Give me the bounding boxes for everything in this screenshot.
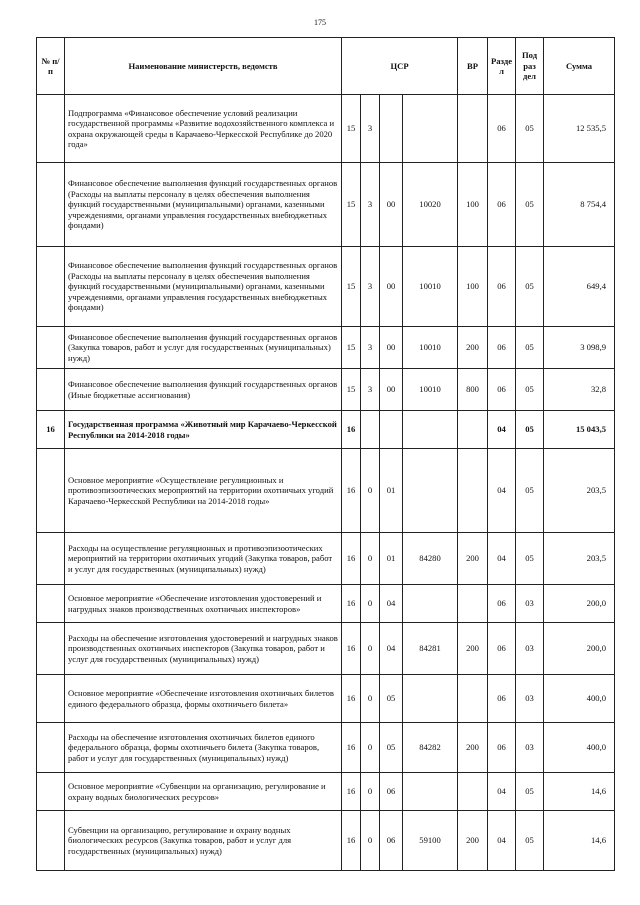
- table-row: [37, 163, 615, 247]
- row-csr-2: 3: [361, 369, 380, 411]
- row-csr-4: [403, 675, 458, 723]
- row-podrazdel: 05: [516, 449, 544, 533]
- table-row: [37, 675, 615, 723]
- row-razdel: 06: [488, 369, 516, 411]
- row-razdel: 04: [488, 449, 516, 533]
- row-podrazdel: 03: [516, 675, 544, 723]
- row-razdel: 06: [488, 675, 516, 723]
- row-csr-4: 84281: [403, 623, 458, 675]
- row-csr-1: 15: [342, 369, 361, 411]
- row-vr: 200: [458, 327, 488, 369]
- row-vr: 200: [458, 623, 488, 675]
- row-num: [37, 585, 65, 623]
- row-csr-3: 04: [380, 585, 403, 623]
- row-name: Основное мероприятие «Субвенции на организацию, регулирование и охрану водных биологических ресурсов»: [65, 773, 342, 811]
- row-razdel: 06: [488, 163, 516, 247]
- row-summa: 12 535,5: [544, 95, 615, 163]
- row-podrazdel: 03: [516, 623, 544, 675]
- row-vr: [458, 585, 488, 623]
- row-num: 16: [37, 411, 65, 449]
- row-vr: [458, 449, 488, 533]
- row-name: Финансовое обеспечение выполнения функций государственных органов (Закупка товаров, работ и услуг для государственных (муниципальных) нужд): [65, 327, 342, 369]
- row-csr-2: 3: [361, 327, 380, 369]
- row-summa: 200,0: [544, 623, 615, 675]
- row-csr-4: 10020: [403, 163, 458, 247]
- table-row: [37, 411, 615, 449]
- row-vr: [458, 95, 488, 163]
- row-csr-3: [380, 95, 403, 163]
- row-razdel: 04: [488, 773, 516, 811]
- row-csr-1: 16: [342, 449, 361, 533]
- row-name: Расходы на обеспечение изготовления охотничьих билетов единого федерального образца, формы охотничьего билета (Закупка товаров, работ и услуг для государственных (муниципальных) нужд): [65, 723, 342, 773]
- row-name: Основное мероприятие «Обеспечение изготовления охотничьих билетов единого федерального образца, формы охотничьего билета»: [65, 675, 342, 723]
- row-csr-3: 00: [380, 327, 403, 369]
- row-csr-3: 00: [380, 247, 403, 327]
- table-row: [37, 585, 615, 623]
- row-csr-1: 16: [342, 723, 361, 773]
- row-num: [37, 723, 65, 773]
- row-csr-4: 10010: [403, 247, 458, 327]
- row-summa: 200,0: [544, 585, 615, 623]
- table-row: [37, 449, 615, 533]
- row-csr-4: [403, 95, 458, 163]
- row-podrazdel: 05: [516, 327, 544, 369]
- row-csr-3: 05: [380, 723, 403, 773]
- row-podrazdel: 05: [516, 811, 544, 871]
- row-csr-2: 3: [361, 247, 380, 327]
- row-vr: 800: [458, 369, 488, 411]
- row-num: [37, 163, 65, 247]
- row-name: Основное мероприятие «Осуществление регулиционных и противоэпизоотических мероприятий на территории охотничьих угодий Карачаево-Черкесской Республики на 2014-2018 годы»: [65, 449, 342, 533]
- row-csr-2: 0: [361, 773, 380, 811]
- row-csr-2: 3: [361, 95, 380, 163]
- row-razdel: 06: [488, 95, 516, 163]
- page-number: 175: [314, 18, 326, 27]
- row-vr: 200: [458, 723, 488, 773]
- row-csr-3: 01: [380, 533, 403, 585]
- row-name: Расходы на осуществление регуляционных и противоэпизоотических мероприятий на территории охотничьих угодий (Закупка товаров, работ и услуг для государственных (муниципальных) нужд): [65, 533, 342, 585]
- table-row: [37, 773, 615, 811]
- row-csr-4: [403, 449, 458, 533]
- row-vr: 100: [458, 247, 488, 327]
- row-csr-1: 16: [342, 811, 361, 871]
- row-csr-2: 0: [361, 723, 380, 773]
- row-summa: 32,8: [544, 369, 615, 411]
- row-summa: 400,0: [544, 723, 615, 773]
- row-summa: 203,5: [544, 449, 615, 533]
- row-csr-1: 15: [342, 95, 361, 163]
- row-podrazdel: 05: [516, 95, 544, 163]
- row-vr: 200: [458, 533, 488, 585]
- row-vr: 200: [458, 811, 488, 871]
- row-csr-3: 06: [380, 773, 403, 811]
- row-num: [37, 773, 65, 811]
- row-csr-1: 16: [342, 623, 361, 675]
- table-row: [37, 369, 615, 411]
- row-razdel: 06: [488, 585, 516, 623]
- row-num: [37, 247, 65, 327]
- row-name: Подпрограмма «Финансовое обеспечение условий реализации государственной программы «Развитие водохозяйственного комплекса и охрана окружающей среды в Карачаево-Черкесской Республике до 2020 года»: [65, 95, 342, 163]
- header-num: № п/п: [37, 38, 65, 95]
- row-csr-3: 01: [380, 449, 403, 533]
- row-name: Финансовое обеспечение выполнения функций государственных органов (Иные бюджетные ассигнования): [65, 369, 342, 411]
- row-razdel: 06: [488, 623, 516, 675]
- row-csr-1: 16: [342, 773, 361, 811]
- row-num: [37, 369, 65, 411]
- row-csr-2: 0: [361, 811, 380, 871]
- table-row: [37, 247, 615, 327]
- row-csr-4: 84280: [403, 533, 458, 585]
- row-csr-4: 84282: [403, 723, 458, 773]
- budget-table: [36, 37, 615, 871]
- row-razdel: 06: [488, 247, 516, 327]
- row-vr: [458, 411, 488, 449]
- row-num: [37, 623, 65, 675]
- row-num: [37, 449, 65, 533]
- row-podrazdel: 03: [516, 585, 544, 623]
- row-csr-3: 00: [380, 369, 403, 411]
- row-csr-2: 0: [361, 585, 380, 623]
- row-csr-1: 16: [342, 533, 361, 585]
- row-name: Финансовое обеспечение выполнения функций государственных органов (Расходы на выплаты персоналу в целях обеспечения выполнения функций государственными (муниципальными) органами, казенными учреждениями, органами управления государственных внебюджетных фондами): [65, 247, 342, 327]
- row-summa: 203,5: [544, 533, 615, 585]
- row-name: Государственная программа «Животный мир Карачаево-Черкесской Республики на 2014-2018 годы»: [65, 411, 342, 449]
- row-name: Основное мероприятие «Обеспечение изготовления удостоверений и нагрудных знаков производственных охотничьих инспекторов»: [65, 585, 342, 623]
- row-podrazdel: 05: [516, 163, 544, 247]
- row-name: Финансовое обеспечение выполнения функций государственных органов (Расходы на выплаты персоналу в целях обеспечения выполнения функций государственными (муниципальными) органами, казенными учреждениями, органами управления государственных внебюджетных фондами): [65, 163, 342, 247]
- header-podrazdel: Под раз дел: [516, 38, 544, 95]
- table-row: [37, 623, 615, 675]
- row-csr-4: 59100: [403, 811, 458, 871]
- row-summa: 8 754,4: [544, 163, 615, 247]
- header-vr: ВР: [458, 38, 488, 95]
- row-summa: 15 043,5: [544, 411, 615, 449]
- row-podrazdel: 05: [516, 247, 544, 327]
- row-csr-1: 16: [342, 411, 361, 449]
- row-name: Субвенции на организацию, регулирование и охрану водных биологических ресурсов (Закупка товаров, работ и услуг для государственных (муниципальных) нужд): [65, 811, 342, 871]
- row-podrazdel: 03: [516, 723, 544, 773]
- header-name: Наименование министерств, ведомств: [65, 38, 342, 95]
- row-razdel: 04: [488, 533, 516, 585]
- table-row: [37, 95, 615, 163]
- row-razdel: 04: [488, 811, 516, 871]
- row-summa: 14,6: [544, 773, 615, 811]
- row-vr: 100: [458, 163, 488, 247]
- table-body: [37, 95, 615, 871]
- row-podrazdel: 05: [516, 773, 544, 811]
- row-csr-3: 06: [380, 811, 403, 871]
- row-csr-2: 0: [361, 623, 380, 675]
- row-csr-3: 05: [380, 675, 403, 723]
- header-summa: Сумма: [544, 38, 615, 95]
- row-csr-3: [380, 411, 403, 449]
- row-podrazdel: 05: [516, 533, 544, 585]
- header-razdel: Разде л: [488, 38, 516, 95]
- row-csr-4: [403, 585, 458, 623]
- row-vr: [458, 675, 488, 723]
- row-razdel: 06: [488, 327, 516, 369]
- row-razdel: 06: [488, 723, 516, 773]
- row-summa: 3 098,9: [544, 327, 615, 369]
- row-csr-1: 15: [342, 247, 361, 327]
- row-podrazdel: 05: [516, 369, 544, 411]
- row-csr-3: 00: [380, 163, 403, 247]
- row-csr-1: 16: [342, 585, 361, 623]
- row-num: [37, 327, 65, 369]
- row-vr: [458, 773, 488, 811]
- row-csr-4: [403, 773, 458, 811]
- row-num: [37, 675, 65, 723]
- header-csr: ЦСР: [342, 38, 458, 95]
- row-num: [37, 95, 65, 163]
- row-csr-2: [361, 411, 380, 449]
- table-row: [37, 327, 615, 369]
- row-csr-4: [403, 411, 458, 449]
- table-row: [37, 811, 615, 871]
- table-row: [37, 723, 615, 773]
- row-num: [37, 533, 65, 585]
- row-summa: 400,0: [544, 675, 615, 723]
- table-row: [37, 533, 615, 585]
- row-csr-1: 16: [342, 675, 361, 723]
- row-csr-2: 3: [361, 163, 380, 247]
- row-num: [37, 811, 65, 871]
- row-csr-3: 04: [380, 623, 403, 675]
- row-csr-2: 0: [361, 533, 380, 585]
- row-name: Расходы на обеспечение изготовления удостоверений и нагрудных знаков производственных охотничьих инспекторов (Закупка товаров, работ и услуг для государственных (муниципальных) нужд): [65, 623, 342, 675]
- row-csr-2: 0: [361, 675, 380, 723]
- row-summa: 649,4: [544, 247, 615, 327]
- row-csr-4: 10010: [403, 369, 458, 411]
- row-csr-1: 15: [342, 163, 361, 247]
- row-razdel: 04: [488, 411, 516, 449]
- row-csr-1: 15: [342, 327, 361, 369]
- row-podrazdel: 05: [516, 411, 544, 449]
- row-summa: 14,6: [544, 811, 615, 871]
- table-header-row: [37, 38, 615, 95]
- row-csr-2: 0: [361, 449, 380, 533]
- row-csr-4: 10010: [403, 327, 458, 369]
